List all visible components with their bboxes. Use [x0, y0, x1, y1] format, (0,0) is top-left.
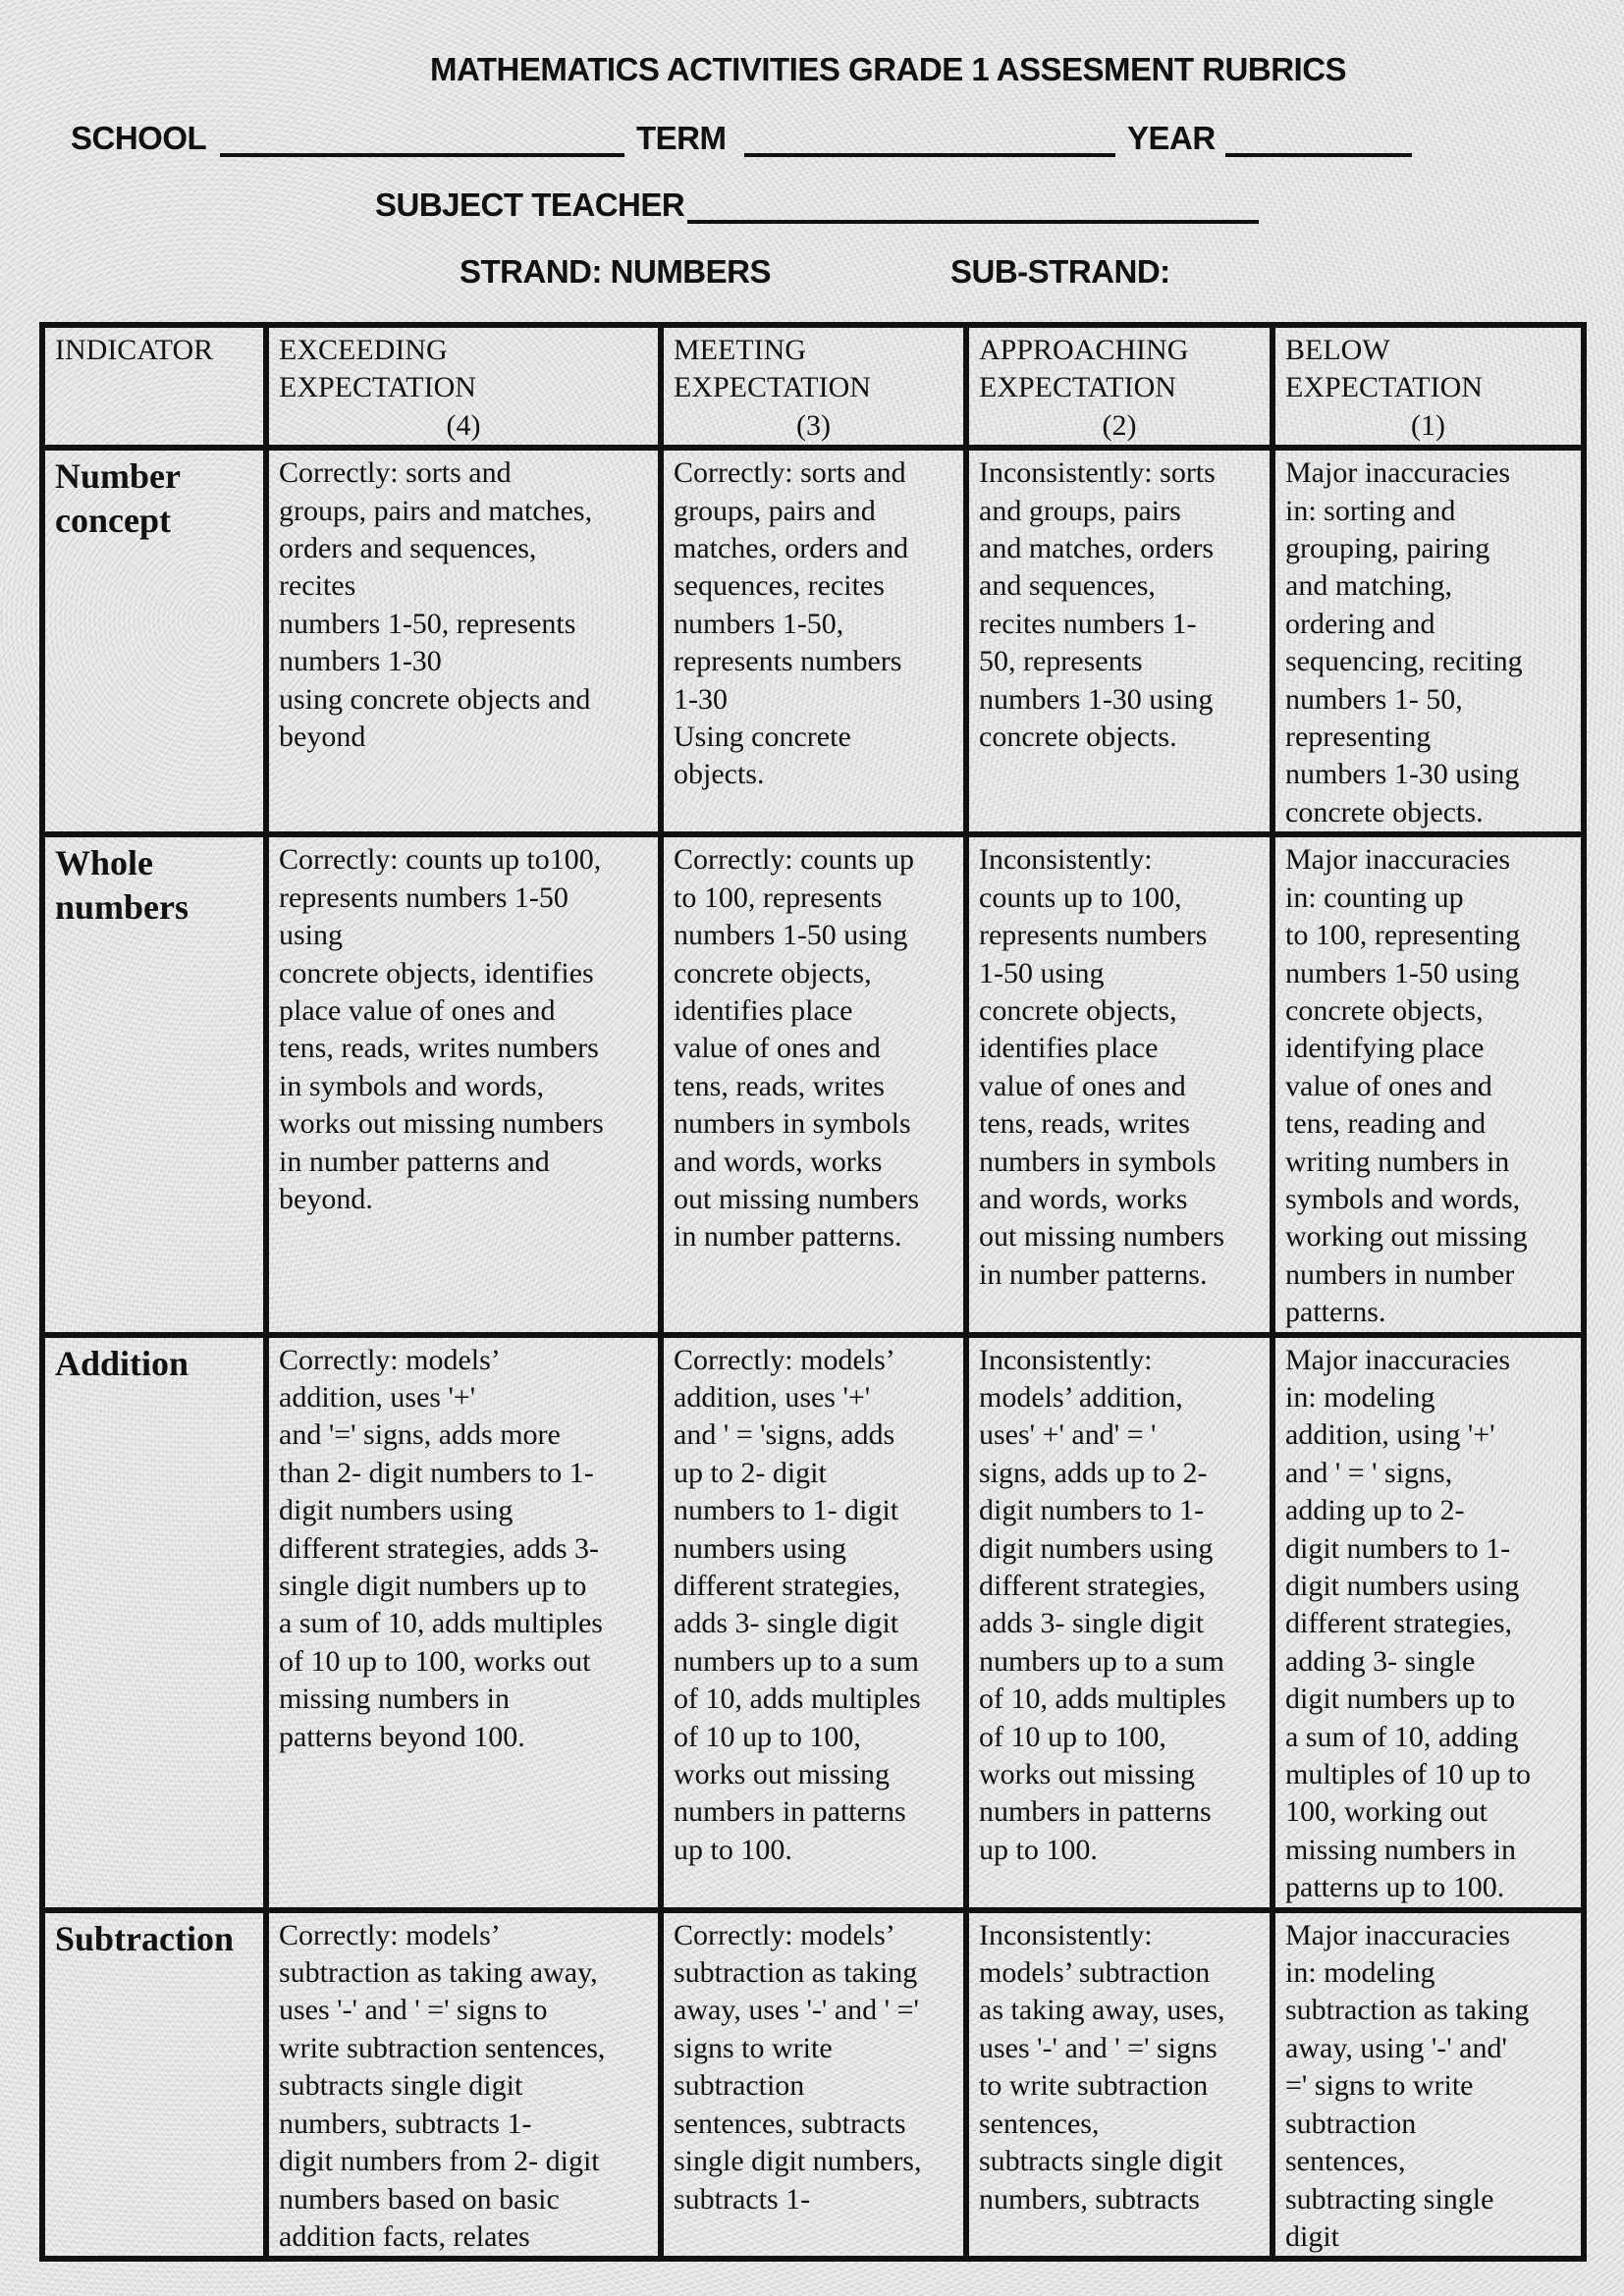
indicator-cell: Subtraction [42, 1910, 266, 2260]
table-row [42, 1335, 1584, 1910]
header-score: (3) [796, 408, 831, 442]
header-below [1272, 325, 1584, 448]
header-indicator [42, 325, 266, 448]
below-cell: Major inaccuracies in: modeling subtraction as taking away, using '-' and' =' signs to write subtraction sentences, subtracting single digit [1272, 1910, 1584, 2260]
approaching-cell: Inconsistently: models’ subtraction as taking away, uses, uses '-' and ' =' signs to write subtraction sentences, subtracts single digit numbers, subtracts [966, 1910, 1272, 2260]
table-row [42, 834, 1584, 1334]
below-cell: Major inaccuracies in: counting up to 100, representing numbers 1-50 using concrete objects, identifying place value of ones and tens, reading and writing numbers in symbols and words, working out missing numbers in number patterns. [1272, 834, 1584, 1334]
below-cell: Major inaccuracies in: sorting and grouping, pairing and matching, ordering and sequencing, reciting numbers 1- 50, representing numbers 1-30 using concrete objects. [1272, 448, 1584, 834]
exceeding-cell: Correctly: models’ subtraction as taking away, uses '-' and ' =' signs to write subtraction sentences, subtracts single digit numbers, subtracts 1- digit numbers from 2- digit numbers based on basic addition facts, relates [266, 1910, 661, 2260]
exceeding-cell: Correctly: models’ addition, uses '+' and '=' signs, adds more than 2- digit numbers to 1- digit numbers using different strategies, adds 3- single digit numbers up to a sum of 10, adds multiples of 10 up to 100, works out missing numbers in patterns beyond 100. [266, 1335, 661, 1910]
table-row [42, 448, 1584, 834]
header-label: APPROACHING EXPECTATION [979, 334, 1189, 404]
exceeding-cell: Correctly: sorts and groups, pairs and matches, orders and sequences, recites numbers 1-50, represents numbers 1-30 using concrete objects and beyond [266, 448, 661, 834]
indicator-cell: Whole numbers [42, 834, 266, 1334]
subject-teacher-label: SUBJECT TEACHER [375, 187, 685, 223]
header-score: (2) [1102, 408, 1137, 442]
sub-strand-label: SUB-STRAND: [950, 253, 1170, 290]
subject-teacher-field[interactable] [687, 220, 1259, 224]
term-field[interactable] [744, 153, 1115, 157]
header-approaching [966, 325, 1272, 448]
indicator-cell: Number concept [42, 448, 266, 834]
header-meeting [661, 325, 966, 448]
rubric-table [39, 322, 1587, 2262]
header-exceeding [266, 325, 661, 448]
header-label: MEETING EXPECTATION [674, 334, 871, 404]
school-label: SCHOOL [71, 120, 207, 156]
year-field[interactable] [1225, 153, 1412, 157]
table-header-row [42, 325, 1584, 448]
approaching-cell: Inconsistently: sorts and groups, pairs and matches, orders and sequences, recites numbers 1- 50, represents numbers 1-30 using concrete objects. [966, 448, 1272, 834]
indicator-cell: Addition [42, 1335, 266, 1910]
year-label: YEAR [1127, 120, 1216, 156]
meeting-cell: Correctly: models’ subtraction as taking away, uses '-' and ' =' signs to write subtraction sentences, subtracts single digit numbers, subtracts 1- [661, 1910, 966, 2260]
header-label: BELOW EXPECTATION [1285, 334, 1483, 404]
header-label: INDICATOR [55, 334, 214, 366]
page-title: MATHEMATICS ACTIVITIES GRADE 1 ASSESMENT RUBRICS [430, 51, 1347, 87]
approaching-cell: Inconsistently: models’ addition, uses' +' and' = ' signs, adds up to 2- digit numbers to 1- digit numbers using different strategies, adds 3- single digit numbers up to a sum of 10, adds multiples of 10 up to 100, works out missing numbers in patterns up to 100. [966, 1335, 1272, 1910]
header-label: EXCEEDING EXPECTATION [279, 334, 476, 404]
meeting-cell: Correctly: models’ addition, uses '+' and ' = 'signs, adds up to 2- digit numbers to 1- digit numbers using different strategies, adds 3- single digit numbers up to a sum of 10, adds multiples of 10 up to 100, works out missing numbers in patterns up to 100. [661, 1335, 966, 1910]
strand-label: STRAND: NUMBERS [460, 253, 771, 290]
exceeding-cell: Correctly: counts up to100, represents numbers 1-50 using concrete objects, identifies place value of ones and tens, reads, writes numbers in symbols and words, works out missing numbers in number patterns and beyond. [266, 834, 661, 1334]
meeting-cell: Correctly: sorts and groups, pairs and matches, orders and sequences, recites numbers 1-50, represents numbers 1-30 Using concrete objects. [661, 448, 966, 834]
header-score: (4) [446, 408, 481, 442]
meeting-cell: Correctly: counts up to 100, represents numbers 1-50 using concrete objects, identifies place value of ones and tens, reads, writes numbers in symbols and words, works out missing numbers in number patterns. [661, 834, 966, 1334]
header-score: (1) [1411, 408, 1445, 442]
table-row [42, 1910, 1584, 2260]
below-cell: Major inaccuracies in: modeling addition, using '+' and ' = ' signs, adding up to 2- digit numbers to 1- digit numbers using different strategies, adding 3- single digit numbers up to a sum of 10, adding multiples of 10 up to 100, working out missing numbers in patterns up to 100. [1272, 1335, 1584, 1910]
term-label: TERM [636, 120, 727, 156]
approaching-cell: Inconsistently: counts up to 100, represents numbers 1-50 using concrete objects, identifies place value of ones and tens, reads, writes numbers in symbols and words, works out missing numbers in number patterns. [966, 834, 1272, 1334]
school-field[interactable] [220, 153, 624, 157]
